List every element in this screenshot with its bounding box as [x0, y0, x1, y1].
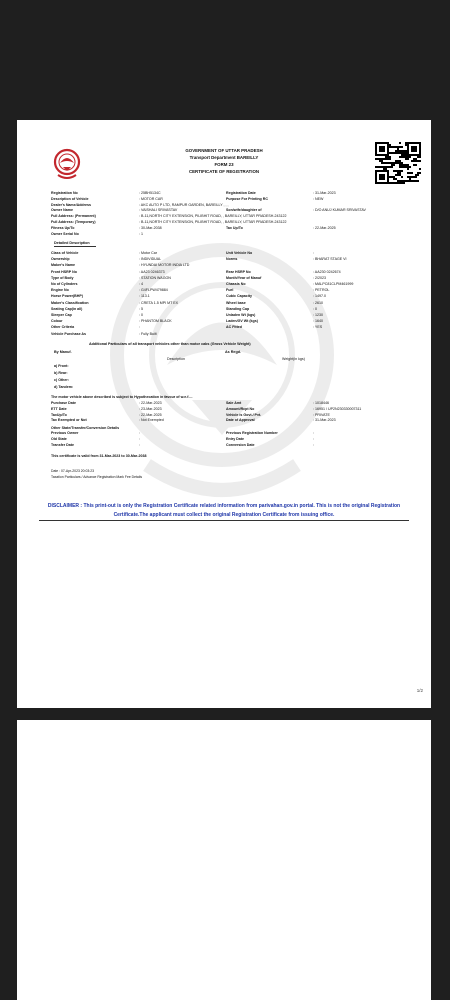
field-label: Purchase Date [51, 401, 76, 405]
field-value: : PHANTOM BLACK [139, 319, 172, 324]
field-label: Son/wife/daughter of [226, 208, 262, 213]
field-label: Previous Owner [51, 431, 79, 435]
field-value: : B-11,NORTH CITY EXTENSION, PILIBHIT ROAD, , BAREILLY, UTTAR PRADESH-243122 [139, 214, 287, 219]
field-label: Date of Approval [226, 418, 255, 423]
axle-label: d) Tandem: [54, 385, 74, 389]
axle-label: c) Other: [54, 378, 69, 382]
field-label: Fitness Up/To [51, 225, 75, 230]
field-value: : PRIVATE [313, 412, 330, 417]
field-value: : 2610 [313, 300, 323, 305]
field-label: Colour [51, 319, 63, 324]
field-label: TaxUp/To [51, 412, 67, 417]
field-value: : 1 [139, 231, 143, 236]
field-label: Norms [226, 257, 238, 262]
field-label: Vehicle Purchase As [51, 331, 87, 336]
field-value: : 31-Mar-2023 [313, 191, 336, 195]
field-value: : Motor Car [139, 251, 157, 255]
field-value: : MOTOR CAR [139, 196, 163, 201]
field-value: : YES [313, 325, 323, 330]
field-value: : 1230 [313, 313, 323, 317]
field-value: : [139, 325, 140, 330]
axle-label: a) Front: [54, 364, 69, 368]
field-label: Engine No [51, 288, 69, 293]
field-label: Chassis No [226, 282, 246, 286]
department-name: Transport Department BAREILLY [189, 155, 259, 160]
field-label: Type of Body [51, 275, 74, 280]
field-value: : 31-Mar-2023 [313, 418, 336, 423]
field-value: : [139, 442, 140, 447]
certificate-page-2 [17, 720, 431, 1000]
taxation-details: Taxation Particulars / Advance Registration Mark Fee Details [51, 475, 143, 479]
field-label: Description of Vehicle [51, 196, 89, 201]
page-number: 1/2 [416, 688, 423, 693]
field-label: AC Fitted [226, 325, 242, 330]
field-value: : BHARAT STAGE VI [313, 257, 347, 262]
field-value: : 5 [139, 306, 143, 311]
disclaimer-underline [39, 520, 409, 521]
field-value: : STATION WAGON [139, 275, 171, 280]
field-value: : AA23 0246373 [139, 269, 165, 274]
field-label: Owner Name [51, 208, 73, 213]
field-label: Laden/GV Wt (kgs) [226, 319, 258, 324]
field-value: : VAISHALI SRIVASTAV [139, 208, 178, 213]
field-label: Sleeper Cap [51, 313, 72, 317]
field-label: Full Address: (Temporary) [51, 220, 96, 224]
field-label: Rear HSRP No [226, 269, 251, 274]
other-state-heading: Other State/Transfer/Conversion Details [51, 426, 120, 430]
field-value: : PETROL [313, 288, 330, 293]
field-label: Tax Up/To [226, 225, 243, 230]
field-value: : [313, 431, 314, 435]
axle-label: b) Rear: [54, 371, 68, 375]
hypothecation-text: The motor vehicle above described is subject to Hypothecation in favour of w.e.f.... [51, 395, 193, 399]
field-label: Fuel [226, 288, 234, 293]
field-value: : MALPC81CLPM461999 [313, 282, 354, 286]
field-value: : NEW [313, 196, 324, 201]
field-label: Seating Cap(in all) [51, 306, 83, 311]
field-value: : 2/2023 [313, 275, 326, 280]
field-value: : 1018446 [313, 401, 329, 405]
field-label: Ownership [51, 257, 70, 262]
validity-text: This certificate is valid from 31-Mar-2023 to 30-Mar-2038 [51, 454, 147, 458]
field-label: Registration Date [226, 191, 256, 195]
field-value: : Fully Built [139, 331, 157, 336]
field-label: Wheel base [226, 300, 246, 305]
field-label: Transfer Date [51, 442, 74, 447]
field-value: : 113.1 [139, 294, 150, 299]
field-value: : B-11,NORTH CITY EXTENSION, PILIBHIT ROAD, , BAREILLY, UTTAR PRADESH-243122 [139, 220, 287, 224]
field-value: : 25BH5134C [139, 191, 161, 195]
field-value: : CRETA 1.5 MPI MT EX [139, 300, 179, 305]
field-label: Sale Amt [226, 401, 242, 405]
form-number: FORM 23 [214, 162, 234, 167]
print-date: Date : 07-Apr-2023 20:03:23 [51, 469, 94, 473]
field-label: Dealer's Name/Address [51, 202, 92, 207]
field-value: : AKC AUTO P LTD, RAMPUR GARDEN, BAREILLY , , , [139, 202, 229, 207]
government-title: GOVERNMENT OF UTTAR PRADESH [185, 148, 263, 153]
field-value: : HYUNDAI MOTOR INDIA LTD [139, 263, 190, 268]
field-value: : 22-Mar-2025 [139, 412, 162, 417]
field-label: Unit Vehicle No [226, 251, 253, 255]
field-value: : G4FLPW479884 [139, 288, 168, 293]
field-value: : 0 [139, 313, 143, 317]
field-label: Vehicle is Govt./ Pvt. [226, 412, 262, 417]
as-regd-label: As Regd. [225, 350, 241, 354]
field-value: : [139, 436, 140, 441]
detailed-description-heading: Detailed Description [54, 241, 90, 245]
field-label: Old State [51, 436, 67, 441]
field-label: Amount/Rcpt No [226, 406, 255, 411]
field-label: Previous Registration Number [226, 431, 278, 435]
field-label: Standing Cap [226, 306, 250, 311]
field-value: : 23-Mar-2023 [139, 406, 162, 411]
field-label: Unladen Wt (kgs) [226, 313, 256, 317]
field-label: Maker's Classification [51, 300, 89, 305]
field-value: : AA230 0242674 [313, 269, 341, 274]
field-label: Class of Vehicle [51, 251, 79, 255]
certificate-page-1 [17, 120, 431, 708]
field-label: Entry Date [226, 436, 244, 441]
field-value: : 22-Mar-2025 [313, 225, 336, 230]
disclaimer: DISCLAIMER : This print-out is only the Registration Certificate related information from parivahan.gov.in portal. This is not the original Registration Certificate.The applicant must collect the original Registration Certificate from issuing office. [47, 503, 401, 518]
field-value: : [313, 442, 314, 447]
field-label: Month/Year of Manuf [226, 275, 262, 280]
field-label: Maker's Name [51, 263, 76, 268]
field-label: Owner Serial No [51, 231, 79, 236]
detailed-heading-underline [54, 246, 96, 247]
field-label: Other Criteria [51, 325, 75, 330]
field-value: : [139, 431, 140, 435]
field-value: : 0 [313, 306, 317, 311]
field-value: : 1497.0 [313, 294, 326, 299]
field-value: : INDIVIDUAL [139, 257, 162, 262]
weight-heading: Additional Particulars of all transport vehicles other than motor cabs (Gross Vehicle Weight) [89, 342, 251, 346]
field-value: : Not Exempted [139, 418, 164, 423]
field-value: : 22-Mar-2023 [139, 401, 162, 405]
field-value: : 4 [139, 282, 143, 286]
field-label: Full Address: (Permanent) [51, 214, 96, 219]
field-value: : [313, 436, 314, 441]
field-label: ETT Date [51, 406, 67, 411]
field-label: Conversion Date [226, 442, 255, 447]
field-label: Purpose For Printing RC [226, 196, 268, 201]
field-label: Horse Power(BHP) [51, 294, 83, 299]
field-value: : 16951 / UP2N230330007311 [313, 406, 362, 411]
certificate-title: CERTIFICATE OF REGISTRATION [188, 169, 260, 174]
field-label: Tax Exempted or Not [51, 418, 87, 423]
field-label: Registration No [51, 191, 78, 195]
description-col-label: Description [167, 357, 185, 361]
field-label: Front HSRP No [51, 269, 77, 274]
field-value: : 1640 [313, 319, 323, 324]
field-value: : 30-Mar-2038 [139, 225, 162, 230]
by-manuf-label: By Manuf. [54, 350, 72, 354]
field-value: : [313, 251, 314, 255]
weight-col-label: Weight(in kgs) [282, 357, 305, 361]
field-value: : D/O ANUJ KUMAR SRIVASTAV [313, 208, 366, 213]
field-label: No of Cylinders [51, 282, 78, 286]
field-label: Cubic Capacity [226, 294, 252, 299]
